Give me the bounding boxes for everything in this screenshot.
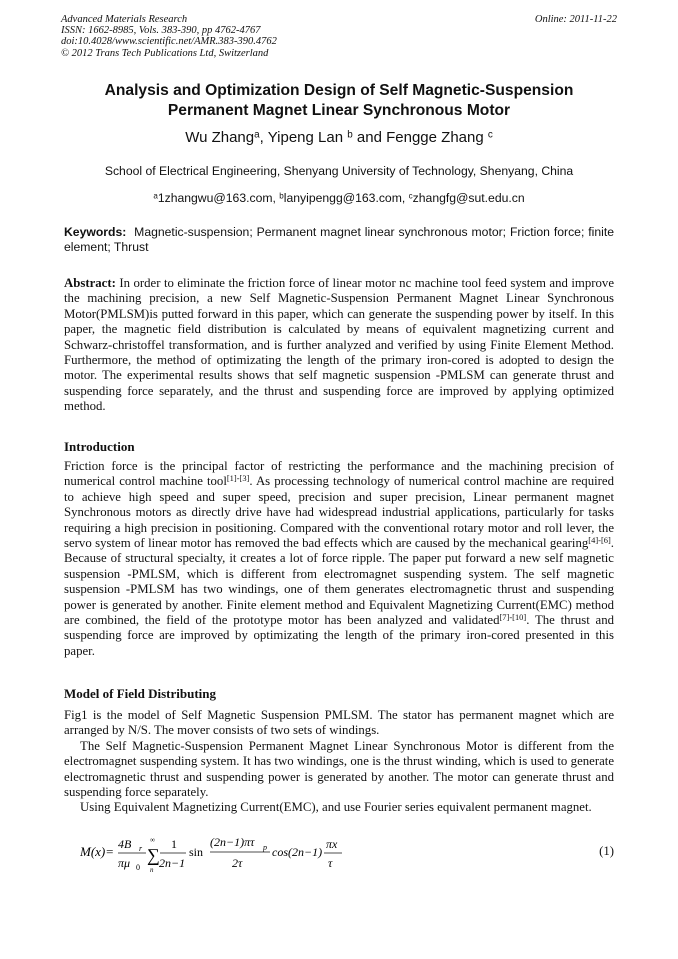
citation: [1]-[3]: [226, 473, 250, 484]
model-section: [64, 708, 614, 816]
model-paragraph: Using Equivalent Magnetizing Current(EMC), and use Fourier series equivalent permanent magnet.: [80, 800, 592, 815]
abstract-text: In order to eliminate the friction force of linear motor nc machine tool feed system and improve the machining precision, a new Self Magnetic-Suspension Permanent Magnet Linear Synchronous Motor(PMLSM)is putted forward in this paper, which can generate the suspending power by itself. In this paper, the magnetic field distribution is calculated by means of equivalent magnetizing current and Schwarz-christoffel transformation, and is further analyzed and verified by using Finite Element Method. Furthermore, the method of optimizating the length of the primary iron-cored is adopted to design the motor. The experimental results shows that self magnetic suspension -PMLSM can generate thrust and suspending force separately, and the thrust and suspending force are improved by applying optimized method.: [64, 276, 614, 414]
paper-title: [61, 81, 617, 120]
eq-frac2-den: 2τ: [232, 856, 243, 870]
online-date: Online: 2011-11-22: [534, 14, 617, 25]
intro-text: Friction force is the principal factor of restricting the performance and the machining precision of numerical control machine tool: [64, 459, 614, 489]
equation-number: (1): [599, 844, 614, 858]
abstract: [64, 276, 614, 415]
intro-text: . Because of structural specialty, it creates a lot of force ripple. The paper put forward a new self magnetic suspension -PMLSM, which is different from electromagnet suspending system. The self magnetic suspension -PMLSM has two windings, one of them generates electromagnetic thrust and suspending power is generated by another. Finite element method and Equivalent Magnetizing Current(EMC) method are combined, the field of the prototype motor has been analyzed and validated: [64, 536, 614, 628]
model-paragraph: The Self Magnetic-Suspension Permanent Magnet Linear Synchronous Motor is different from the electromagnet suspending system. It has two windings, one is the thrust winding, which is used to generate electromagnetic thrust and suspending power is generated by another. The motor can generate thrust and suspending force separately.: [64, 738, 614, 800]
email-address[interactable]: lanyipengg@163.com: [283, 191, 402, 205]
eq-sin: sin: [189, 845, 204, 859]
author-mark: b: [347, 129, 353, 141]
author-list: Wu Zhang$^a$, Yipeng Lan $^b$ and Fengge Zhang $^c$: [185, 129, 493, 146]
email-address[interactable]: zhangfg@sut.edu.cn: [412, 191, 525, 205]
eq-frac3-num: πx: [326, 837, 338, 851]
email-address[interactable]: 1zhangwu@163.com: [157, 191, 273, 205]
keywords: [64, 225, 614, 255]
introduction-heading: Introduction: [64, 439, 135, 454]
introduction-paragraph: [64, 459, 614, 659]
copyright-line: © 2012 Trans Tech Publications Ltd, Switzerland: [61, 47, 269, 59]
eq-coef-num: 4B: [118, 837, 132, 851]
journal-name: Advanced Materials Research: [61, 14, 188, 25]
email-mark: a: [153, 191, 158, 201]
intro-text: . As processing technology of numerical control machine are required to achieve high speed and super speed, precision and super precision, Linear permanent magnet Synchronous motors as directly drive have had widespread industrial applications, particularly for tasks requiring a high precision in positioning. Compared with the conventional rotary motor and roll lever, the servo system of linear motor has removed the bad effects which are caused by the mechanical gearing: [64, 474, 614, 551]
author-mark: c: [487, 129, 493, 141]
model-heading: Model of Field Distributing: [64, 686, 217, 701]
author-mark: a: [254, 129, 260, 141]
eq-frac1-den: 2n−1: [159, 856, 186, 870]
doi-line[interactable]: doi:10.4028/www.scientific.net/AMR.383-390.4762: [61, 36, 277, 48]
email-list: $^a$1zhangwu@163.com, $^b$lanyipengg@163.com, $^c$zhangfg@sut.edu.cn: [153, 191, 525, 205]
eq-frac3-den: τ: [328, 856, 333, 870]
eq-lhs: M(x)=: [80, 844, 115, 859]
author-name: Yipeng Lan: [267, 129, 344, 146]
model-paragraph: Fig1 is the model of Self Magnetic Suspension PMLSM. The stator has permanent magnet which are arranged by N/S. The mover consists of two sets of windings.: [64, 708, 614, 738]
eq-frac1-num: 1: [171, 837, 177, 851]
keywords-label: Keywords:: [64, 225, 127, 239]
issn-line: ISSN: 1662-8985, Vols. 383-390, pp 4762-4767: [61, 25, 261, 37]
equation-1: [80, 836, 616, 876]
author-name: Fengge Zhang: [386, 129, 484, 146]
intro-text: . The thrust and suspending force are improved by optimizating the length of the primary iron-cored presented in this paper.: [64, 613, 614, 658]
email-mark: c: [408, 191, 413, 201]
eq-cos: cos(2n−1): [272, 845, 323, 859]
eq-frac2-num: (2n−1)πτ: [210, 836, 255, 849]
email-mark: b: [279, 191, 284, 201]
abstract-label: Abstract:: [64, 276, 116, 290]
title-line-1: Analysis and Optimization Design of Self Magnetic-Suspension: [104, 82, 574, 99]
eq-coef-den-sub: 0: [136, 863, 140, 872]
keywords-text: Magnetic-suspension; Permanent magnet linear synchronous motor; Friction force; finite element; Thrust: [64, 225, 614, 255]
eq-coef-num-sub: r: [139, 844, 143, 853]
author-name: Wu Zhang: [185, 129, 255, 146]
eq-coef-den: πμ: [118, 856, 131, 870]
summation-icon: ∑: [147, 845, 160, 865]
citation: [4]-[6]: [588, 535, 611, 546]
eq-frac2-num-sub: p: [263, 843, 267, 852]
affiliation: School of Electrical Engineering, Shenyang University of Technology, Shenyang, China: [104, 164, 574, 178]
citation: [7]-[10]: [499, 612, 527, 623]
journal-header: [61, 14, 617, 59]
eq-sum-bottom: n: [150, 866, 154, 874]
title-line-2: Permanent Magnet Linear Synchronous Motor: [167, 101, 511, 119]
eq-sum-top: ∞: [150, 836, 155, 844]
equation-formula: [80, 836, 540, 876]
